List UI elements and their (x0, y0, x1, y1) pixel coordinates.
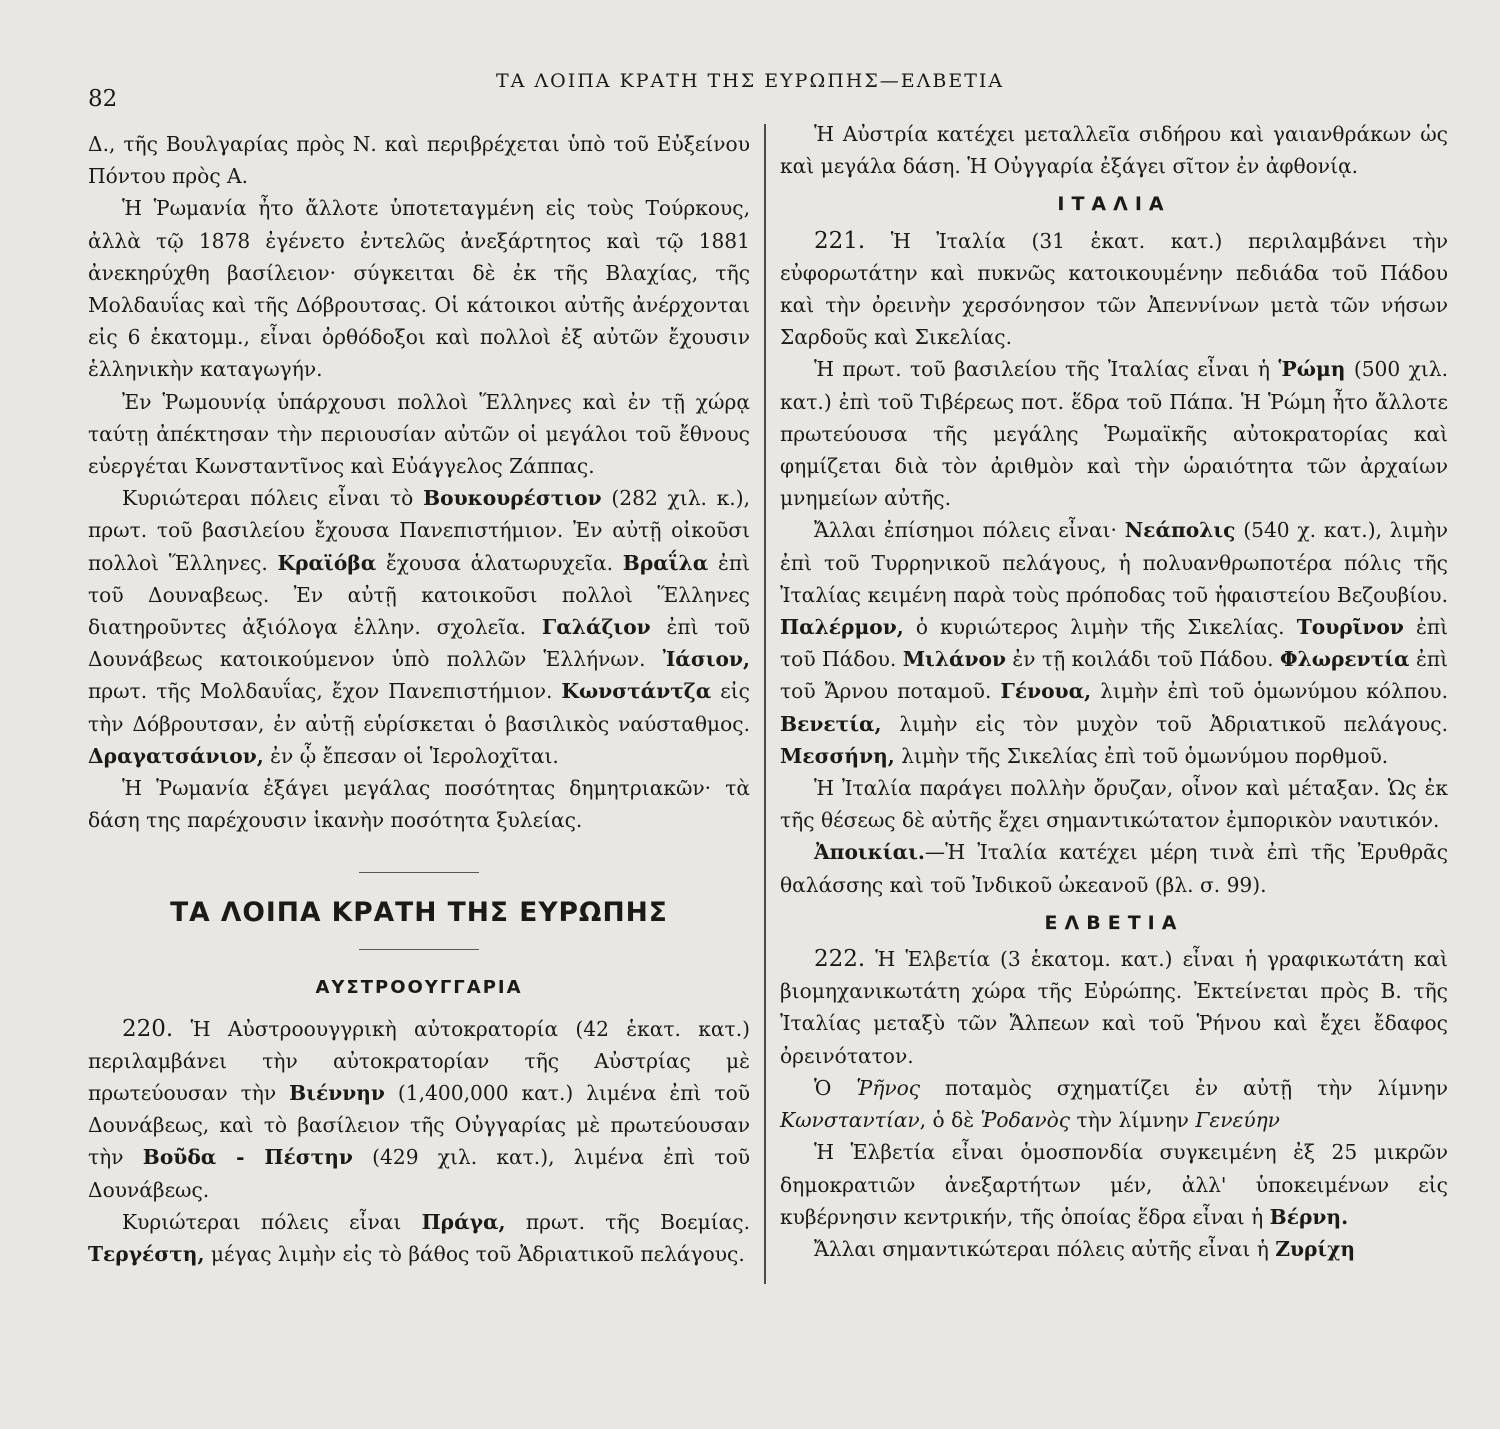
place-name: Ῥῆνος (856, 1075, 921, 1100)
city-name: Παλέρμον, (780, 615, 904, 640)
city-name: Ἰάσιον, (662, 647, 750, 672)
place-name: Ῥοδανὸς (980, 1108, 1071, 1133)
city-name: Κραϊόβα (277, 550, 377, 575)
city-name: Μεσσήνη, (780, 743, 895, 768)
text-run: ὁ κυριώτερος λιμὴν τῆς Σικελίας. (903, 615, 1297, 640)
text-run: Ἡ Ἑλβετία (3 ἑκατομ. κατ.) εἶναι ἡ γραφικωτάτη καὶ βιομηχανικωτάτη χώρα τῆς Εὐρώπης. Ἐκτείνεται πρὸς Β. τῆς Ἰταλίας μεταξὺ τῶν Ἄλπεων καὶ τοῦ Ῥήνου καὶ ἔχει ἔδαφος ὀρεινότατον. (780, 947, 1448, 1068)
page-number: 82 (88, 86, 118, 112)
paragraph (780, 225, 1448, 354)
paragraph (88, 1013, 750, 1206)
text-run: , ὁ δὲ (919, 1108, 981, 1133)
section-heading: ΙΤΑΛΙΑ (1057, 193, 1171, 216)
text-run: (500 χιλ. κατ.) ἐπὶ τοῦ Τιβέρεως ποτ. ἕδρα τοῦ Πάπα. Ἡ Ῥώμη ἦτο ἄλλοτε πρωτεύουσα τῆς μεγάλης Ῥωμαϊκῆς αὐτοκρατορίας καὶ φημίζεται διὰ τὸν ἀριθμὸν καὶ τὴν ὡραιότητα τῶν ἀρχαίων μνημείων αὐτῆς. (780, 357, 1448, 511)
paragraph (780, 1136, 1448, 1233)
city-name: Νεάπολις (1124, 518, 1236, 543)
text-run: λιμὴν ἐπὶ τοῦ ὁμωνύμου κόλπου. (1091, 679, 1448, 704)
article-number: 221. (814, 227, 866, 254)
right-column (780, 118, 1448, 1265)
text-run: πρωτ. τῆς Μολδαυΐας, ἔχον Πανεπιστήμιον. (88, 679, 562, 704)
city-name: Τουρῖνον (1296, 615, 1404, 640)
paragraph (780, 1233, 1448, 1265)
text-run: Κυριώτεραι πόλεις εἶναι τὸ (122, 486, 424, 511)
city-name: Βέρνη. (1269, 1204, 1349, 1229)
text-run: ἐπὶ τοῦ Πάδου. (780, 615, 1448, 672)
text-run: ἐν τῇ κοιλάδι τοῦ Πάδου. (1006, 647, 1280, 672)
paragraph (780, 514, 1448, 772)
text-run: ἐπὶ τοῦ Ἄρνου ποταμοῦ. (780, 647, 1448, 704)
article-number: 220. (122, 1015, 174, 1042)
paragraph (780, 1072, 1448, 1136)
text-run: (429 χιλ. κατ.), λιμένα ἐπὶ τοῦ Δουνάβεως. (88, 1145, 751, 1202)
paragraph (780, 943, 1448, 1072)
text-run: Ἡ πρωτ. τοῦ βασιλείου τῆς Ἰταλίας εἶναι ἡ (814, 357, 1279, 382)
paragraph: Ἡ Ῥωμανία ἐξάγει μεγάλας ποσότητας δημητριακῶν· τὰ δάση της παρέχουσιν ἱκανὴν ποσότητα ξυλείας. (88, 776, 750, 833)
paragraph (780, 836, 1448, 900)
text-run: μέγας λιμὴν εἰς τὸ βάθος τοῦ Ἀδριατικοῦ πελάγους. (204, 1242, 745, 1267)
city-name: Δραγατσάνιον, (88, 743, 264, 768)
city-name: Γαλάζιον (541, 615, 651, 640)
running-head: ΤΑ ΛΟΙΠΑ ΚΡΑΤΗ ΤΗΣ ΕΥΡΩΠΗΣ—ΕΛΒΕΤΙΑ (496, 70, 1005, 92)
text-run: Ἄλλαι ἐπίσημοι πόλεις εἶναι· (814, 518, 1125, 543)
text-run: (1,400,000 κατ.) λιμένα ἐπὶ τοῦ Δουνάβεως, καὶ τὸ βασίλειον τῆς Οὐγγαρίας μὲ πρωτεύουσαν τὴν (88, 1081, 750, 1170)
section-heading: ΑΥΣΤΡΟΟΥΓΓΑΡΙΑ (315, 977, 523, 999)
text-run: τὴν λίμνην (1070, 1108, 1196, 1133)
text-run: Ἡ Αὐστροουγγρικὴ αὐτοκρατορία (42 ἑκατ. κατ.) περιλαμβάνει τὴν αὐτοκρατορίαν τῆς Αὐστρίας μὲ πρωτεύουσαν τὴν (88, 1016, 750, 1106)
text-run: Ἄλλαι σημαντικώτεραι πόλεις αὐτῆς εἶναι ἡ (814, 1236, 1276, 1261)
left-column (88, 128, 750, 1270)
text-run: ἔχουσα ἁλατωρυχεῖα. (376, 550, 623, 575)
paragraph: Ἡ Ῥωμανία ἦτο ἄλλοτε ὑποτεταγμένη εἰς τοὺς Τούρκους, ἀλλὰ τῷ 1878 ἐγένετο ἐντελῶς ἀνεξάρτητος καὶ τῷ 1881 ἀνεκηρύχθη βασίλειον· σύγκειται δὲ ἐκ τῆς Βλαχίας, τῆς Μολδαυΐας καὶ τῆς Δόβρουτσας. Οἱ κάτοικοι αὐτῆς ἀνέρχονται εἰς 6 ἑκατομμ., εἶναι ὀρθόδοξοι καὶ πολλοὶ ἐξ αὐτῶν ἔχουσιν ἑλληνικὴν καταγωγήν. (88, 196, 750, 382)
article-number: 222. (814, 946, 866, 973)
text-run: —Ἡ Ἰταλία κατέχει μέρη τινὰ ἐπὶ τῆς Ἐρυθρᾶς θαλάσσης καὶ τοῦ Ἰνδικοῦ ὠκεανοῦ (βλ. σ. 99). (780, 840, 1448, 897)
text-run: Ἡ Ἑλβετία εἶναι ὁμοσπονδία συγκειμένη ἐξ 25 μικρῶν δημοκρατιῶν ἀνεξαρτήτων μέν, ἀλλ' ὑποκειμένων εἰς κυβέρνησιν κεντρικήν, τῆς ὁποίας ἕδρα εἶναι ἡ (780, 1140, 1448, 1229)
text-run: λιμὴν εἰς τὸν μυχὸν τοῦ Ἀδριατικοῦ πελάγους. (881, 711, 1448, 736)
text-run: Κυριώτεραι πόλεις εἶναι (122, 1209, 422, 1234)
city-name: Τεργέστη, (88, 1242, 205, 1267)
text-run: εἰς τὴν Δόβρουτσαν, ἐν αὐτῇ εὑρίσκεται ὁ βασιλικὸς ναύσταθμος. (88, 679, 750, 736)
text-run: (540 χ. κατ.), λιμὴν ἐπὶ τοῦ Τυρρηνικοῦ πελάγους, ἡ πολυανθρωποτέρα πόλις τῆς Ἰταλίας κειμένη παρὰ τοὺς πρόποδας τοῦ ἡφαιστείου Βεζουβίου. (780, 518, 1448, 607)
text-run: ἐν ᾧ ἔπεσαν οἱ Ἱερολοχῖται. (263, 743, 559, 768)
city-name: Βιέννην (289, 1081, 385, 1106)
text-run: Ἡ Ἰταλία (31 ἑκατ. κατ.) περιλαμβάνει τὴν εὐφορωτάτην καὶ πυκνῶς κατοικουμένην πεδιάδα τοῦ Πάδου καὶ τὴν ὀρεινὴν χερσόνησον τῶν Ἀπεννίνων μετὰ τῶν νήσων Σαρδοῦς καὶ Σικελίας. (780, 228, 1448, 350)
city-name: Βουκουρέστιον (423, 486, 602, 511)
city-name: Βοῦδα - Πέστην (142, 1145, 353, 1170)
city-name: Ῥώμη (1278, 357, 1346, 382)
city-name: Πράγα, (421, 1209, 506, 1234)
text-run: ποταμὸς σχηματίζει ἐν αὐτῇ τὴν λίμνην (920, 1075, 1448, 1100)
text-run: πρωτ. τῆς Βοεμίας. (505, 1209, 750, 1234)
paragraph (88, 1206, 750, 1270)
chapter-title: ΤΑ ΛΟΙΠΑ ΚΡΑΤΗ ΤΗΣ ΕΥΡΩΠΗΣ (170, 897, 668, 929)
city-name: Βενετία, (780, 711, 882, 736)
text-run: ἐπὶ τοῦ Δουνάβεως κατοικούμενον ὑπὸ πολλῶν Ἑλλήνων. (88, 615, 750, 672)
text-run: Ὁ (814, 1075, 857, 1100)
paragraph (88, 482, 750, 772)
paragraph: Ἡ Ἰταλία παράγει πολλὴν ὄρυζαν, οἶνον καὶ μέταξαν. Ὡς ἐκ τῆς θέσεως δὲ αὐτῆς ἔχει σημαντικώτατον ἐμπορικὸν ναυτικόν. (780, 776, 1448, 833)
paragraph: Ἐν Ῥωμουνίᾳ ὑπάρχουσι πολλοὶ Ἕλληνες καὶ ἐν τῇ χώρᾳ ταύτῃ ἀπέκτησαν τὴν περιουσίαν αὐτῶν οἱ μεγάλοι τοῦ ἔθνους εὐεργέται Κωνσταντῖνος καὶ Εὐάγγελος Ζάππας. (88, 389, 750, 479)
text-run: (282 χιλ. κ.), πρωτ. τοῦ βασιλείου ἔχουσα Πανεπιστήμιον. Ἐν αὐτῇ οἰκοῦσι πολλοὶ Ἕλληνες. (88, 486, 750, 575)
column-divider (764, 124, 766, 1284)
city-name: Βραΐλα (622, 550, 709, 575)
city-name: Φλωρεντία (1279, 647, 1410, 672)
subheading-inline: Ἀποικίαι. (814, 840, 925, 865)
city-name: Κωνστάντζα (561, 679, 712, 704)
city-name: Ζυρίχη (1275, 1236, 1356, 1261)
text-run: λιμὴν τῆς Σικελίας ἐπὶ τοῦ ὁμωνύμου πορθμοῦ. (894, 743, 1389, 768)
city-name: Μιλάνον (902, 647, 1006, 672)
paragraph: Δ., τῆς Βουλγαρίας πρὸς Ν. καὶ περιβρέχεται ὑπὸ τοῦ Εὐξείνου Πόντου πρὸς Α. (88, 132, 750, 189)
paragraph: Ἡ Αὐστρία κατέχει μεταλλεῖα σιδήρου καὶ γαιανθράκων ὡς καὶ μεγάλα δάση. Ἡ Οὐγγαρία ἐξάγει σῖτον ἐν ἀφθονίᾳ. (780, 122, 1448, 179)
paragraph (780, 353, 1448, 514)
place-name: Γενεύην (1195, 1108, 1280, 1133)
text-run: ἐπὶ τοῦ Δουναβεως. Ἐν αὐτῇ κατοικοῦσι πολλοὶ Ἕλληνες διατηροῦντες ἀξιόλογα ἑλλην. σχολεῖα. (88, 550, 750, 640)
city-name: Γένουα, (1000, 679, 1092, 704)
section-heading: ΕΛΒΕΤΙΑ (1044, 911, 1184, 934)
place-name: Κωνσταντίαν (780, 1108, 920, 1133)
